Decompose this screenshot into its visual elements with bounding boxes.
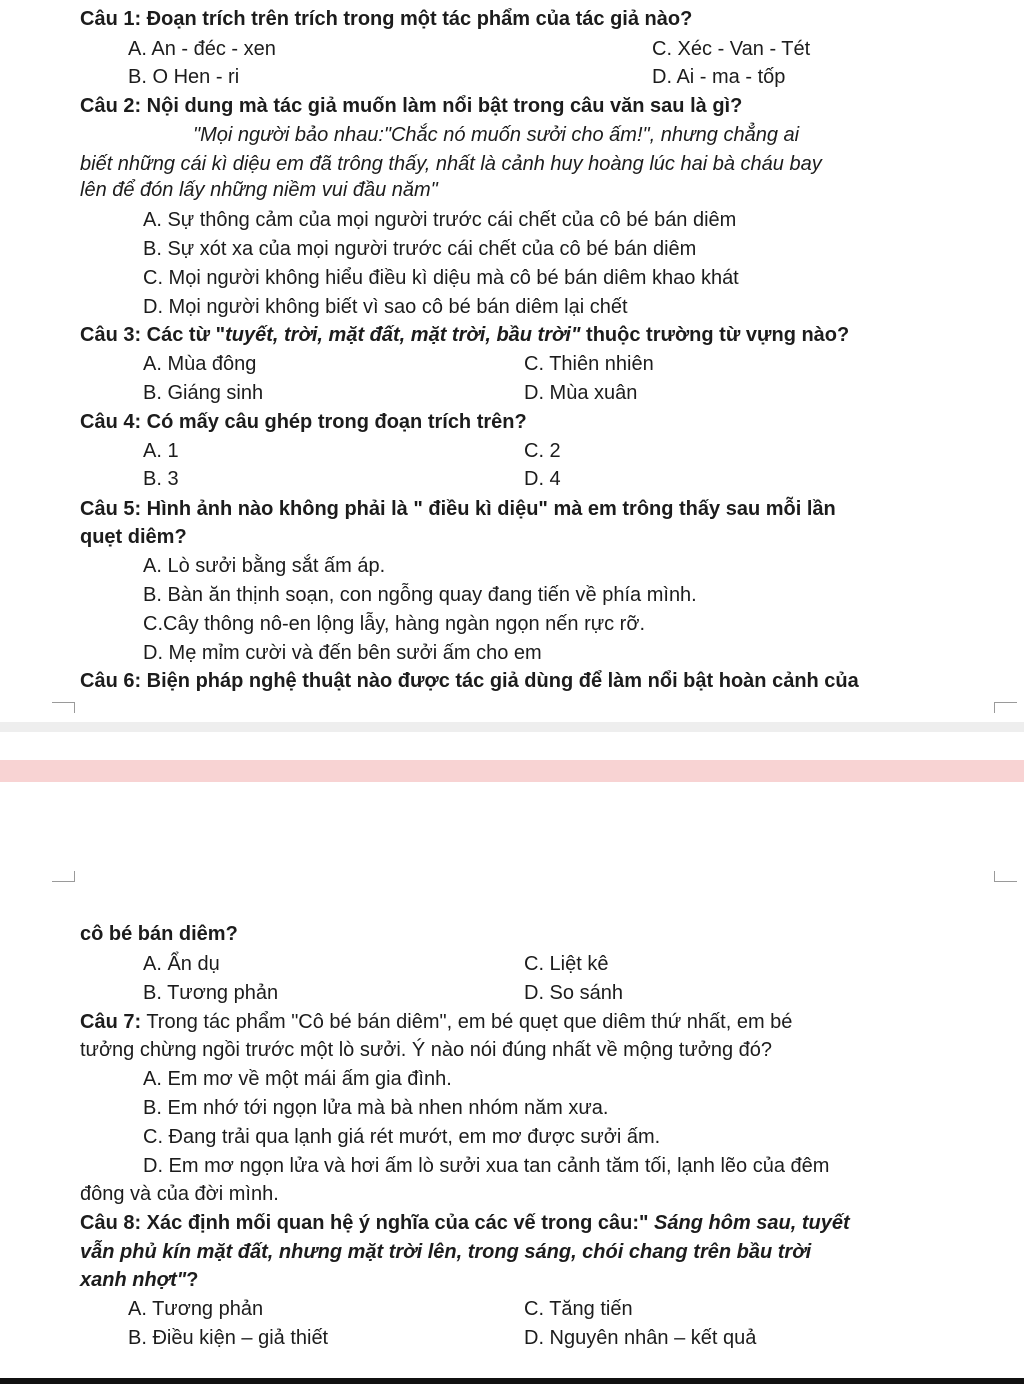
q6-option-a: A. Ẩn dụ [143,953,220,975]
q8-option-a: A. Tương phản [128,1298,264,1320]
q8-option-c: C. Tăng tiến [524,1298,633,1320]
q3-option-b: B. Giáng sinh [143,382,264,404]
q7-label: Câu 7: [80,1011,142,1033]
q7-line-1-text: Trong tác phẩm "Cô bé bán diêm", em bé quẹt que diêm thứ nhất, em bé [141,1011,793,1033]
q6-option-d: D. So sánh [524,982,623,1004]
q2-quote-line-3: lên để đón lấy những niềm vui đầu năm" [80,179,438,201]
q6-option-c: C. Liệt kê [524,953,609,975]
q2-option-a: A. Sự thông cảm của mọi người trước cái chết của cô bé bán diêm [143,209,737,231]
q3-italic-terms: tuyết, trời, mặt đất, mặt trời, bầu trời" [225,324,581,346]
q5-option-c: C.Cây thông nô-en lộng lẫy, hàng ngàn ngọn nến rực rỡ. [143,613,646,635]
q5-option-a: A. Lò sưởi bằng sắt ấm áp. [143,555,386,577]
question-7-line-1 [80,1009,792,1035]
q4-option-a: A. 1 [143,440,179,462]
q2-quote-line-1: "Mọi người bảo nhau:"Chắc nó muốn sưởi cho ấm!", nhưng chẳng ai [193,124,800,146]
q8-option-d: D. Nguyên nhân – kết quả [524,1327,757,1349]
q7-option-b: B. Em nhớ tới ngọn lửa mà bà nhen nhóm năm xưa. [143,1097,609,1119]
q7-option-d-continuation: đông và của đời mình. [80,1183,279,1205]
q8-suffix: ? [186,1269,199,1291]
question-8-line-2: vẫn phủ kín mặt đất, nhưng mặt trời lên, trong sáng, chói chang trên bầu trời [80,1241,812,1263]
corner-mark-top-left [52,871,75,882]
q7-option-c: C. Đang trải qua lạnh giá rét mướt, em mơ được sưởi ấm. [143,1126,661,1148]
q5-option-b: B. Bàn ăn thịnh soạn, con ngỗng quay đang tiến về phía mình. [143,584,697,606]
document-page-2 [0,870,1024,1384]
corner-mark-bottom-right [994,702,1017,713]
question-6-continuation: cô bé bán diêm? [80,923,238,945]
q2-option-c: C. Mọi người không hiểu điều kì diệu mà cô bé bán diêm khao khát [143,267,739,289]
q8-italic-line-1: Sáng hôm sau, tuyết [648,1212,850,1234]
q4-option-c: C. 2 [524,440,561,462]
q2-option-b: B. Sự xót xa của mọi người trước cái chết của cô bé bán diêm [143,238,697,260]
q1-option-a: A. An - đéc - xen [128,38,276,60]
q4-option-d: D. 4 [524,468,561,490]
question-2: Câu 2: Nội dung mà tác giả muốn làm nổi bật trong câu văn sau là gì? [80,95,743,117]
page-break-gray-band [0,722,1024,732]
q5-option-d: D. Mẹ mỉm cười và đến bên sưởi ấm cho em [143,642,542,664]
question-7-line-2: tưởng chừng ngồi trước một lò sưởi. Ý nào nói đúng nhất về mộng tưởng đó? [80,1039,773,1061]
q1-option-b: B. O Hen - ri [128,66,240,88]
question-6: Câu 6: Biện pháp nghệ thuật nào được tác giả dùng để làm nổi bật hoàn cảnh của [80,670,859,692]
q2-option-d: D. Mọi người không biết vì sao cô bé bán diêm lại chết [143,296,628,318]
corner-mark-top-right [994,871,1017,882]
q2-quote-line-2: biết những cái kì diệu em đã trông thấy, nhất là cảnh huy hoàng lúc hai bà cháu bay [80,153,822,175]
q7-option-a: A. Em mơ về một mái ấm gia đình. [143,1068,452,1090]
q1-option-c: C. Xéc - Van - Tét [652,38,811,60]
q8-option-b: B. Điều kiện – giả thiết [128,1327,329,1349]
q3-option-d: D. Mùa xuân [524,382,638,404]
q6-option-b: B. Tương phản [143,982,279,1004]
question-5-line-1: Câu 5: Hình ảnh nào không phải là " điều kì diệu" mà em trông thấy sau mỗi lần [80,498,836,520]
q3-option-c: C. Thiên nhiên [524,353,654,375]
question-8-line-1 [80,1210,850,1236]
question-4: Câu 4: Có mấy câu ghép trong đoạn trích trên? [80,411,527,433]
question-5-line-2: quẹt diêm? [80,526,187,548]
q3-option-a: A. Mùa đông [143,353,257,375]
question-3 [80,322,849,348]
page-break-pink-band [0,760,1024,782]
q1-option-d: D. Ai - ma - tốp [652,66,786,88]
q3-suffix: thuộc trường từ vựng nào? [580,324,850,346]
question-1: Câu 1: Đoạn trích trên trích trong một tác phẩm của tác giả nào? [80,8,693,30]
q7-option-d: D. Em mơ ngọn lửa và hơi ấm lò sưởi xua tan cảnh tăm tối, lạnh lẽo của đêm [143,1155,830,1177]
corner-mark-bottom-left [52,702,75,713]
q8-italic-line-3: xanh nhợt" [80,1269,187,1291]
question-8-line-3 [80,1267,198,1293]
q4-option-b: B. 3 [143,468,179,490]
q3-prefix: Câu 3: Các từ " [80,324,226,346]
bottom-edge-bar [0,1378,1024,1384]
q8-prefix: Câu 8: Xác định mối quan hệ ý nghĩa của các vế trong câu:" [80,1212,649,1234]
